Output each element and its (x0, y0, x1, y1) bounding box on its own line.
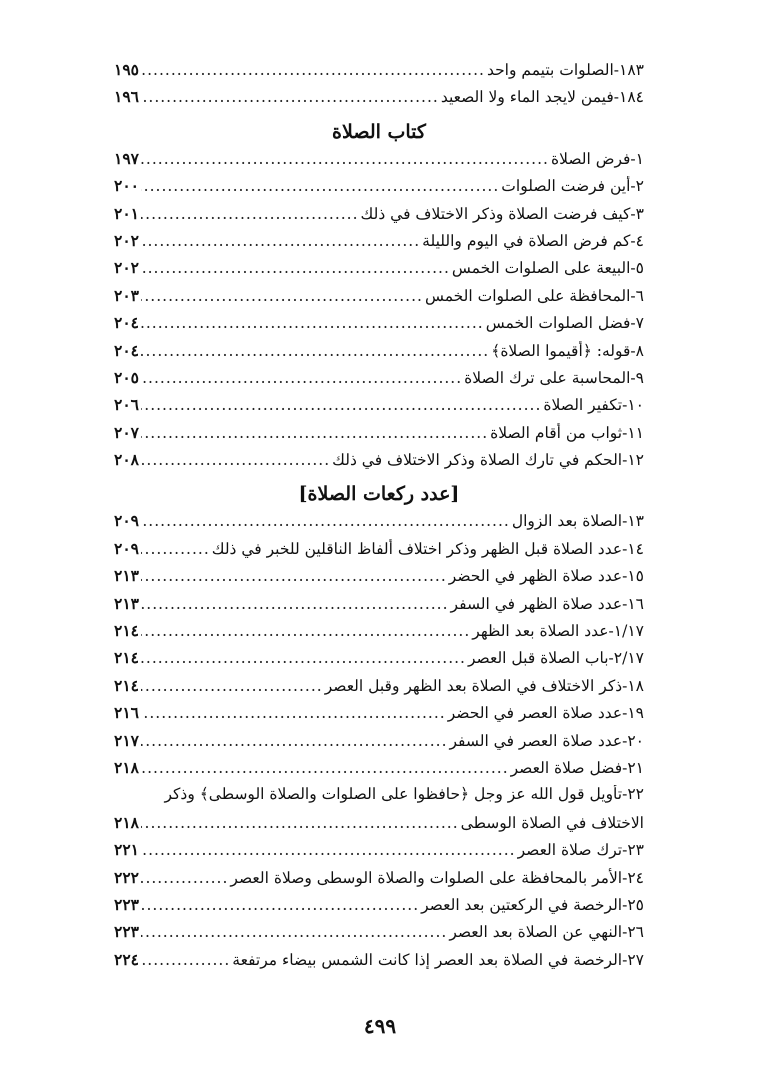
toc-entry (114, 758, 644, 785)
leader-dots (141, 704, 446, 722)
section-heading-rakaat: [عدد ركعات الصلاة] (298, 483, 460, 506)
toc-entry-title: ٦-المحافظة على الصلوات الخمس (424, 286, 644, 305)
leader-dots (141, 540, 210, 558)
leader-dots (141, 567, 447, 585)
leader-dots (141, 732, 448, 750)
toc-entry-page: ١٩٥ (114, 60, 139, 79)
leader-dots (141, 951, 230, 969)
toc-entry (114, 395, 644, 422)
leader-dots (141, 396, 541, 414)
toc-entry-page: ٢١٦ (114, 703, 139, 723)
toc-entry (114, 895, 644, 922)
toc-entry-title: ١/١٧-عدد الصلاة بعد الظهر (472, 622, 644, 641)
leader-dots (141, 923, 447, 941)
toc-entry (114, 176, 644, 203)
toc-section-top (114, 60, 644, 115)
toc-entry (114, 149, 644, 176)
section-heading-book-of-prayer: كتاب الصلاة (332, 120, 426, 143)
leader-dots (141, 649, 466, 667)
toc-entry-page: ٢٢١ (114, 840, 139, 860)
toc-entry-title: ٢-أين فرضت الصلوات (501, 177, 644, 196)
leader-dots (141, 512, 510, 530)
leader-dots (141, 232, 420, 250)
toc-entry-title: ٢٠-عدد صلاة العصر في السفر (449, 731, 644, 750)
toc-entry-page: ٢١٤ (114, 675, 139, 695)
toc-entry-page: ٢٠٦ (114, 395, 139, 415)
leader-dots (141, 896, 419, 914)
leader-dots (141, 88, 439, 106)
leader-dots (141, 451, 330, 469)
toc-entry-page: ٢١٤ (114, 621, 139, 641)
toc-entry-page: ٢١٤ (114, 648, 139, 668)
leader-dots (141, 259, 450, 277)
toc-entry-title: ٣-كيف فرضت الصلاة وذكر الاختلاف في ذلك (360, 204, 644, 223)
toc-entry (114, 922, 644, 949)
toc-entry-title: ١٤-عدد الصلاة قبل الظهر وذكر اختلاف ألفاظ الناقلين للخبر في ذلك (211, 539, 644, 558)
toc-entry-title: ٩-المحاسبة على ترك الصلاة (464, 368, 644, 387)
toc-entry-title: ٢٤-الأمر بالمحافظة على الصلوات والصلاة الوسطى وصلاة العصر (230, 868, 644, 887)
toc-entry (114, 423, 644, 450)
toc-entry (114, 539, 644, 566)
toc-section-prayer (114, 149, 644, 478)
leader-dots (141, 814, 459, 832)
toc-entry-page: ٢١٧ (114, 730, 139, 750)
toc-entry-page: ٢٠٧ (114, 422, 139, 442)
toc-entry-page: ٢٠٩ (114, 538, 139, 558)
toc-entry (114, 286, 644, 313)
toc-entry-title: ١٨٤-فيمن لايجد الماء ولا الصعيد (440, 88, 644, 107)
leader-dots (141, 759, 509, 777)
toc-entry-page: ٢١٨ (114, 812, 139, 832)
toc-entry (114, 594, 644, 621)
toc-entry-title: ٢٦-النهي عن الصلاة بعد العصر (449, 923, 644, 942)
toc-entry-title: ٤-كم فرض الصلاة في اليوم والليلة (422, 231, 644, 250)
leader-dots (141, 287, 423, 305)
toc-entry (114, 703, 644, 730)
toc-entry (114, 368, 644, 395)
toc-entry (114, 258, 644, 285)
toc-entry (114, 341, 644, 368)
toc-entry (114, 566, 644, 593)
toc-entry-title: ٨-قوله: ﴿أقيموا الصلاة﴾ (491, 341, 644, 360)
page-number-footer: ٤٩٩ (363, 1014, 397, 1038)
toc-entry-title: ١-فرض الصلاة (550, 149, 644, 168)
toc-entry-page: ٢٠٠ (114, 176, 139, 196)
leader-dots (141, 61, 485, 79)
toc-entry-page: ٢٠٤ (114, 340, 139, 360)
toc-entry-page: ٢١٣ (114, 593, 139, 613)
toc-entry-page: ٢٠٢ (114, 230, 139, 250)
toc-entry-title: ٢٥-الرخصة في الركعتين بعد العصر (421, 895, 644, 914)
toc-entry-page: ٢١٨ (114, 757, 139, 777)
toc-entry-title: ١٨-ذكر الاختلاف في الصلاة بعد الظهر وقبل العصر (324, 676, 644, 695)
toc-entry-title: ١٣-الصلاة بعد الزوال (511, 512, 644, 531)
toc-entry-wrapped-first-line (114, 785, 644, 812)
toc-entry-page: ٢٠٢ (114, 258, 139, 278)
toc-entry-title: ١٢-الحكم في تارك الصلاة وذكر الاختلاف في ذلك (332, 451, 644, 470)
toc-entry-page: ٢٠٣ (114, 285, 139, 305)
toc-entry (114, 511, 644, 538)
toc-entry-page: ٢١٣ (114, 566, 139, 586)
toc-entry-title: ٢١-فضل صلاة العصر (510, 758, 644, 777)
leader-dots (141, 369, 462, 387)
toc-entry (114, 231, 644, 258)
leader-dots (141, 150, 549, 168)
toc-entry-page: ١٩٧ (114, 148, 139, 168)
toc-entry-title: ٧-فضل الصلوات الخمس (485, 314, 644, 333)
toc-entry (114, 868, 644, 895)
toc-entry-title: ١٦-عدد صلاة الظهر في السفر (450, 594, 644, 613)
leader-dots (141, 424, 488, 442)
leader-dots (141, 342, 489, 360)
toc-entry-title: ٢٣-ترك صلاة العصر (517, 841, 644, 860)
toc-entry-title: ١٠-تكفير الصلاة (543, 396, 644, 415)
leader-dots (141, 205, 359, 223)
leader-dots (141, 677, 323, 695)
leader-dots (141, 314, 484, 332)
toc-entry-page: ١٩٦ (114, 87, 139, 107)
toc-entry-title: ٢٢-تأويل قول الله عز وجل ﴿حافظوا على الصلوات والصلاة الوسطى﴾ وذكر (164, 785, 644, 804)
toc-entry-page: ٢٠٤ (114, 313, 139, 333)
toc-entry (114, 676, 644, 703)
leader-dots (141, 622, 470, 640)
toc-entry-title: ٥-البيعة على الصلوات الخمس (451, 259, 644, 278)
leader-dots (141, 595, 449, 613)
toc-entry (114, 450, 644, 477)
toc-entry-title: ١٩-عدد صلاة العصر في الحضر (447, 704, 644, 723)
leader-dots (141, 869, 228, 887)
toc-entry (114, 648, 644, 675)
toc-entry (114, 840, 644, 867)
toc-entry (114, 950, 644, 977)
toc-entry (114, 313, 644, 340)
toc-entry (114, 731, 644, 758)
toc-entry-page: ٢٠٩ (114, 511, 139, 531)
toc-entry-page: ٢٢٤ (114, 949, 139, 969)
toc-section-rakaat (114, 511, 644, 977)
toc-entry-title: ١٨٣-الصلوات بتيمم واحد (486, 61, 644, 79)
toc-entry-page: ٢٠٥ (114, 367, 139, 387)
toc-entry (114, 60, 644, 87)
toc-entry-page: ٢٢٣ (114, 894, 139, 914)
toc-entry-title: الاختلاف في الصلاة الوسطى (460, 813, 644, 832)
leader-dots (141, 841, 516, 859)
toc-page (114, 60, 644, 977)
toc-entry-page: ٢٠١ (114, 203, 139, 223)
toc-entry-title: ١٥-عدد صلاة الظهر في الحضر (448, 567, 644, 586)
toc-entry-page: ٢٢٣ (114, 922, 139, 942)
toc-entry-title: ١١-ثواب من أقام الصلاة (490, 423, 644, 442)
toc-entry-title: ٢٧-الرخصة في الصلاة بعد العصر إذا كانت الشمس بيضاء مرتفعة (232, 950, 644, 969)
leader-dots (141, 177, 499, 195)
toc-entry (114, 813, 644, 840)
toc-entry (114, 621, 644, 648)
toc-entry (114, 204, 644, 231)
toc-entry (114, 87, 644, 114)
toc-entry-page: ٢٢٢ (114, 867, 139, 887)
toc-entry-title: ٢/١٧-باب الصلاة قبل العصر (467, 649, 644, 668)
toc-entry-page: ٢٠٨ (114, 450, 139, 470)
